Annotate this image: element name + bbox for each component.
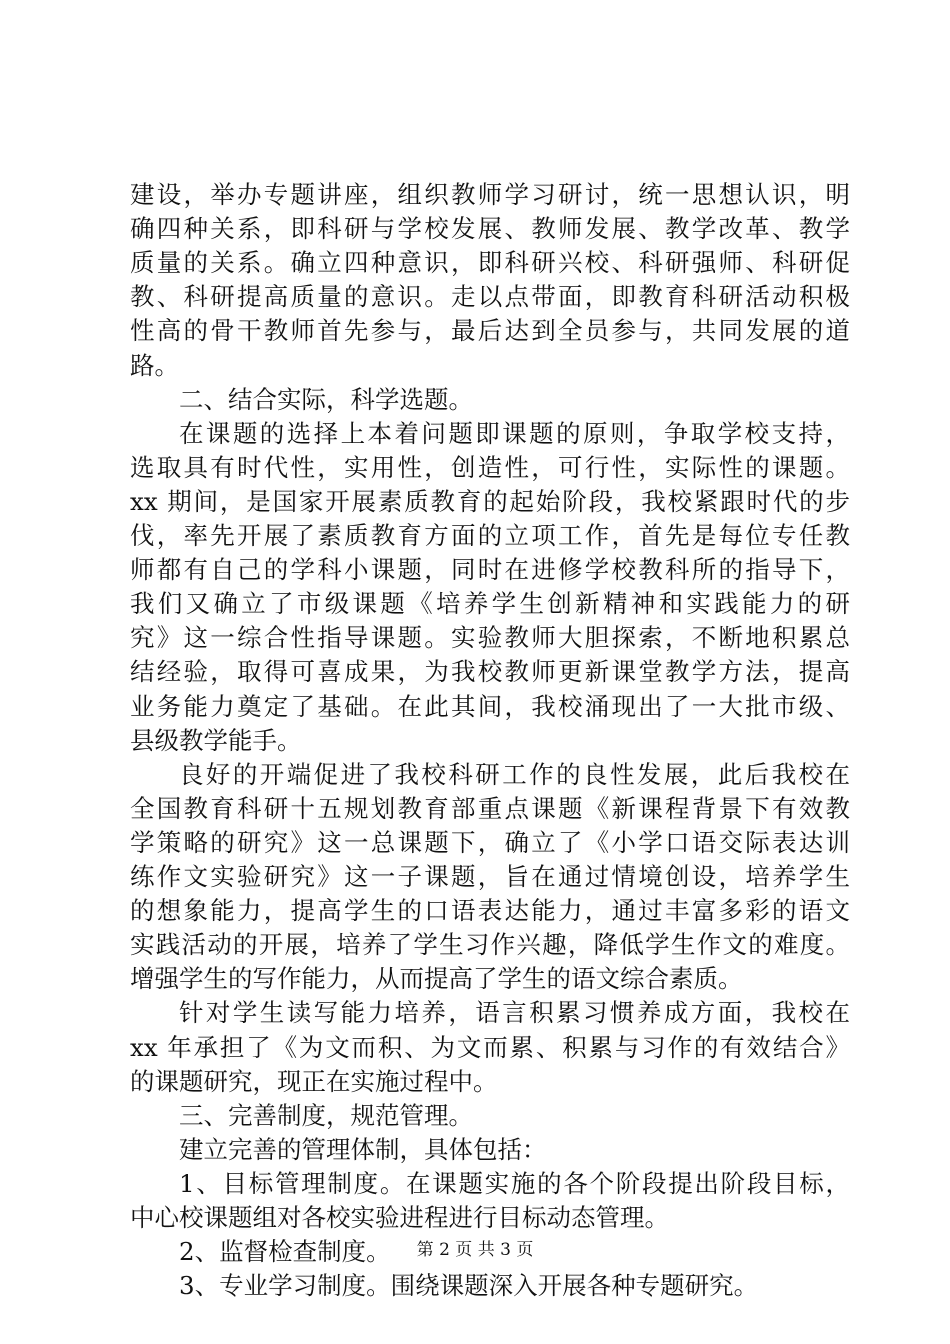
page-number-footer: 第 2 页 共 3 页	[416, 1240, 534, 1260]
text-line: 全国教育科研十五规划教育部重点课题《新课程背景下有效教	[130, 793, 850, 823]
text-line: 2、监督检查制度。	[179, 1237, 391, 1267]
text-line: 二、结合实际，科学选题。	[179, 384, 473, 414]
text-line: 结经验，取得可喜成果，为我校教师更新课堂教学方法，提高	[130, 657, 850, 687]
text-line: 3、专业学习制度。围绕课题深入开展各种专题研究。	[179, 1271, 759, 1301]
text-line: 在课题的选择上本着问题即课题的原则，争取学校支持，	[179, 418, 850, 448]
text-line: 三、完善制度，规范管理。	[179, 1100, 473, 1130]
text-line: 选取具有时代性，实用性，创造性，可行性，实际性的课题。	[130, 452, 850, 482]
text-line: xx 年承担了《为文而积、为文而累、积累与习作的有效结合》	[130, 1032, 850, 1062]
text-line: 建设，举办专题讲座，组织教师学习研讨，统一思想认识，明	[130, 180, 850, 209]
text-line: 增强学生的写作能力，从而提高了学生的语文综合素质。	[130, 964, 743, 994]
text-line: 建立完善的管理体制，具体包括：	[179, 1134, 547, 1164]
text-line: 质量的关系。确立四种意识，即科研兴校、科研强师、科研促	[130, 248, 850, 278]
text-line: 的想象能力，提高学生的口语表达能力，通过丰富多彩的语文	[130, 896, 850, 926]
text-line: 中心校课题组对各校实验进程进行目标动态管理。	[130, 1203, 669, 1232]
text-line: 实践活动的开展，培养了学生习作兴趣，降低学生作文的难度。	[130, 930, 850, 960]
text-line: 1、目标管理制度。在课题实施的各个阶段提出阶段目标，	[179, 1168, 850, 1198]
text-line: 究》这一综合性指导课题。实验教师大胆探索，不断地积累总	[130, 623, 850, 653]
text-line: 性高的骨干教师首先参与，最后达到全员参与，共同发展的道	[130, 316, 850, 346]
text-line: 县级教学能手。	[130, 725, 302, 755]
text-line: 确四种关系，即科研与学校发展、教师发展、教学改革、教学	[130, 214, 850, 244]
text-line: 练作文实验研究》这一子课题，旨在通过情境创设，培养学生	[130, 862, 850, 891]
text-line: 教、科研提高质量的意识。走以点带面，即教育科研活动积极	[130, 282, 850, 312]
text-line: 路。	[130, 350, 179, 380]
text-line: 的课题研究，现正在实施过程中。	[130, 1066, 498, 1096]
text-line: 师都有自己的学科小课题，同时在进修学校教科所的指导下，	[130, 555, 850, 585]
text-line: 我们又确立了市级课题《培养学生创新精神和实践能力的研	[130, 589, 850, 619]
text-line: 学策略的研究》这一总课题下，确立了《小学口语交际表达训	[130, 827, 850, 857]
text-line: 针对学生读写能力培养，语言积累习惯养成方面，我校在	[179, 998, 850, 1028]
text-line: 业务能力奠定了基础。在此其间，我校涌现出了一大批市级、	[130, 691, 850, 721]
text-line: 良好的开端促进了我校科研工作的良性发展，此后我校在	[179, 759, 850, 789]
text-line: 伐，率先开展了素质教育方面的立项工作，首先是每位专任教	[130, 521, 850, 550]
text-line: xx 期间，是国家开展素质教育的起始阶段，我校紧跟时代的步	[130, 486, 850, 516]
